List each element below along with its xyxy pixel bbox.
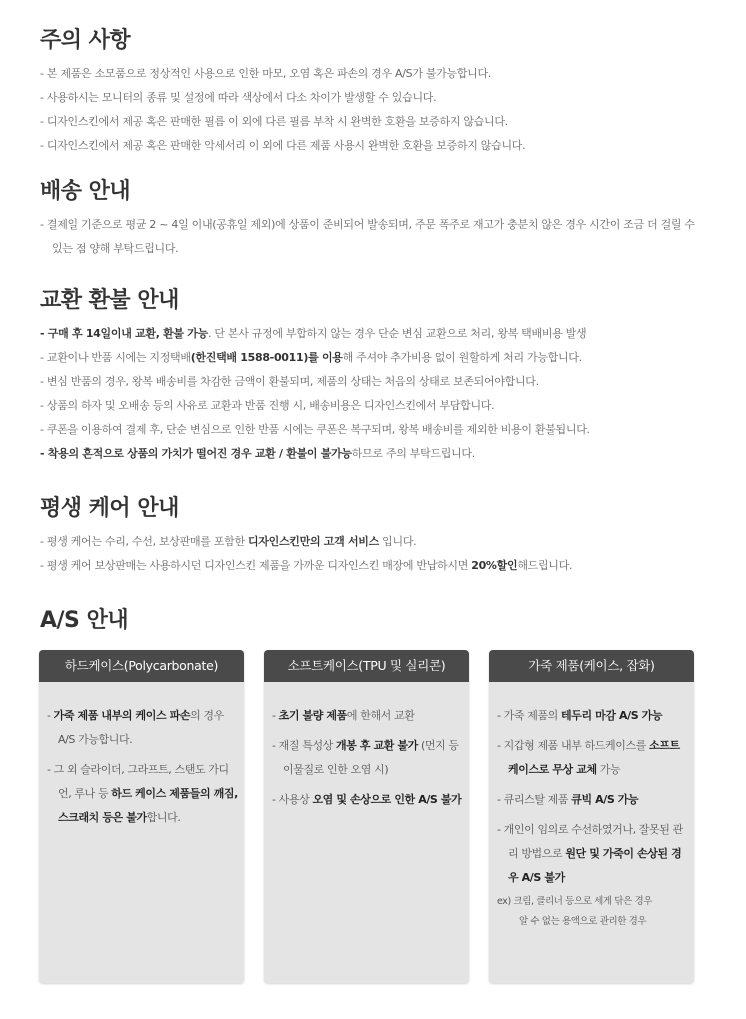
card-title: 소프트케이스(TPU 및 실리콘) — [264, 650, 469, 682]
card-bold: 초기 불량 제품 — [278, 709, 347, 722]
card-text: 합니다. — [146, 811, 181, 824]
care-line — [40, 554, 716, 578]
as-section — [40, 606, 716, 636]
exchange-bold: (한진택배 1588-0011)를 이용 — [190, 351, 343, 364]
card-example — [497, 892, 688, 932]
as-card-hardcase — [39, 650, 244, 983]
exchange-line — [40, 346, 716, 370]
caution-line: - 디자인스킨에서 제공 혹은 판매한 필름 이 외에 다른 필름 부착 시 완벽한 호환을 보증하지 않습니다. — [40, 115, 508, 128]
exchange-title: 교환 환불 안내 — [40, 288, 179, 313]
care-text: 해드립니다. — [517, 559, 573, 572]
card-bold: 하드 케이스 제품들의 깨짐, 스크래치 등은 불가 — [58, 787, 238, 824]
care-bold: 20%할인 — [471, 559, 518, 572]
card-item — [272, 734, 463, 782]
card-text: - 사용상 — [272, 793, 313, 806]
exchange-bold: - 착용의 흔적으로 상품의 가치가 떨어진 경우 교환 / 환불이 불가능 — [40, 447, 352, 460]
card-item — [272, 788, 463, 812]
exchange-line: - 쿠폰을 이용하여 결제 후, 단순 변심으로 인한 반품 시에는 쿠폰은 복구되며, 왕복 배송비를 제외한 비용이 환불됩니다. — [40, 423, 590, 436]
card-bold: 원단 및 가죽이 손상된 경우 A/S 불가 — [508, 847, 682, 884]
card-item — [497, 818, 688, 890]
card-text: - 재질 특성상 — [272, 739, 336, 752]
caution-title: 주의 사항 — [40, 28, 131, 53]
card-item — [497, 734, 688, 782]
card-item — [497, 704, 688, 728]
care-text: - 평생 케어는 수리, 수선, 보상판매를 포함한 — [40, 535, 248, 548]
card-bold: 가죽 제품 내부의 케이스 파손 — [53, 709, 191, 722]
card-item — [497, 788, 688, 812]
card-item — [47, 758, 238, 830]
card-text: - — [272, 709, 279, 722]
card-bold: 오염 및 손상으로 인한 A/S 불가 — [312, 793, 462, 806]
card-text: - 지갑형 제품 내부 하드케이스를 — [497, 739, 649, 752]
care-bold: 디자인스킨만의 고객 서비스 — [247, 535, 379, 548]
as-title: A/S 안내 — [40, 608, 129, 633]
exchange-text: . 단 본사 규정에 부합하지 않는 경우 단순 변심 교환으로 처리, 왕복 택배비용 발생 — [207, 327, 587, 340]
card-item — [272, 704, 463, 728]
exchange-line — [40, 322, 716, 346]
exchange-section — [40, 286, 716, 466]
card-text: - 그 외 슬라이더, 그라프트, 스탠도 가디언, 루나 등 — [47, 763, 229, 800]
shipping-title: 배송 안내 — [40, 179, 131, 204]
card-text: (먼지 등 이물질로 인한 오염 시) — [283, 739, 459, 776]
card-title: 가죽 제품(케이스, 잡화) — [489, 650, 694, 682]
example-line: ex) 크림, 클리너 등으로 세게 닦은 경우 — [497, 896, 653, 907]
card-bold: 테두리 마감 A/S 가능 — [561, 709, 663, 722]
card-text: - 개인이 임의로 수선하였거나, 잘못된 관리 방법으로 — [497, 823, 683, 860]
exchange-text: 해 주셔야 추가비용 없이 원할하게 처리 가능합니다. — [342, 351, 582, 364]
care-text: - 평생 케어 보상판매는 사용하시던 디자인스킨 제품을 가까운 디자인스킨 매장에 반납하시면 — [40, 559, 472, 572]
exchange-text: 하므로 주의 부탁드립니다. — [351, 447, 475, 460]
exchange-line — [40, 442, 716, 466]
card-bold: 소프트 케이스로 무상 교체 — [508, 739, 680, 776]
card-text: 의 경우 A/S 가능합니다. — [58, 709, 224, 746]
card-text: - 큐리스탈 제품 — [497, 793, 572, 806]
exchange-line: - 상품의 하자 및 오배송 등의 사유로 교환과 반품 진행 시, 배송비용은 디자인스킨에서 부담합니다. — [40, 399, 495, 412]
shipping-section — [40, 177, 716, 261]
caution-line: - 디자인스킨에서 제공 혹은 판매한 악세서리 이 외에 다른 제품 사용시 완벽한 호환을 보증하지 않습니다. — [40, 139, 526, 152]
care-section — [40, 494, 716, 578]
exchange-line: - 변심 반품의 경우, 왕복 배송비를 차감한 금액이 환불되며, 제품의 상태는 처음의 상태로 보존되어야합니다. — [40, 375, 539, 388]
exchange-bold: - 구매 후 14일이내 교환, 환불 가능 — [40, 327, 208, 340]
card-text: 가능 — [596, 763, 621, 776]
card-text: - 가죽 제품의 — [497, 709, 561, 722]
card-bold: 큐빅 A/S 가능 — [571, 793, 639, 806]
card-text: 에 한해서 교환 — [346, 709, 415, 722]
caution-line: - 본 제품은 소모품으로 정상적인 사용으로 인한 마모, 오염 혹은 파손의 경우 A/S가 불가능합니다. — [40, 67, 491, 80]
care-line — [40, 530, 716, 554]
card-item — [47, 704, 238, 752]
exchange-text: - 교환이나 반품 시에는 지정택배 — [40, 351, 191, 364]
care-text: 입니다. — [378, 535, 417, 548]
shipping-line: - 결제일 기준으로 평균 2 ~ 4일 이내(공휴일 제외)에 상품이 준비되어 발송되며, 주문 폭주로 재고가 충분치 않은 경우 시간이 조금 더 걸릴 수 있는 점 양해 부탁드립니다. — [40, 218, 695, 255]
as-card-softcase — [264, 650, 469, 983]
caution-line: - 사용하시는 모니터의 종류 및 설정에 따라 색상에서 다소 차이가 발생할 수 있습니다. — [40, 91, 437, 104]
card-title: 하드케이스(Polycarbonate) — [39, 650, 244, 682]
card-text: - — [47, 709, 54, 722]
as-card-leather — [489, 650, 694, 983]
caution-section — [40, 26, 716, 158]
example-line: 알 수 없는 용액으로 관리한 경우 — [519, 916, 647, 927]
card-bold: 개봉 후 교환 불가 — [336, 739, 418, 752]
care-title: 평생 케어 안내 — [40, 496, 179, 521]
